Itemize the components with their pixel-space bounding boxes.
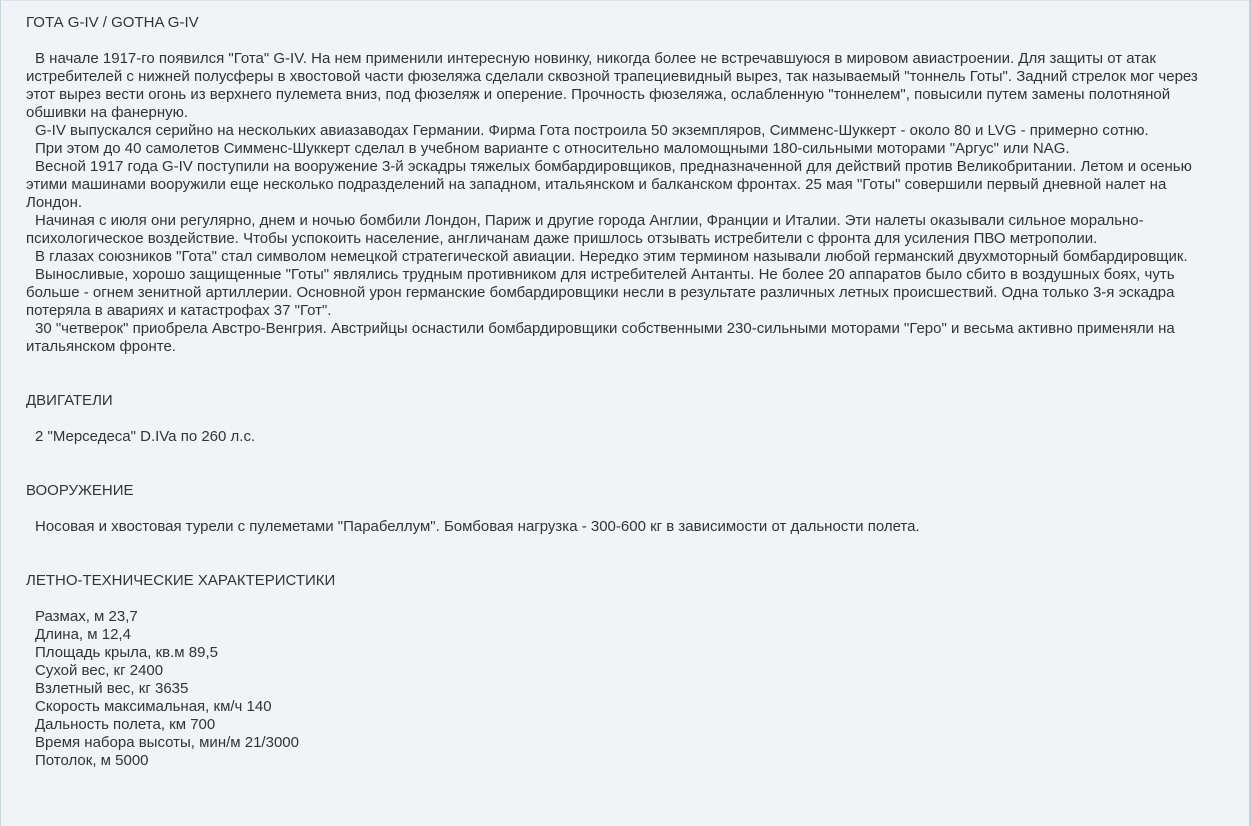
specs-heading: ЛЕТНО-ТЕХНИЧЕСКИЕ ХАРАКТЕРИСТИКИ bbox=[26, 572, 336, 589]
description-block bbox=[26, 50, 1222, 356]
armament-text: Носовая и хвостовая турели с пулеметами "Парабеллум". Бомбовая нагрузка - 300-600 кг в зависимости от дальности полета. bbox=[35, 518, 920, 535]
engines-heading: ДВИГАТЕЛИ bbox=[26, 392, 113, 409]
spec-item: Потолок, м 5000 bbox=[35, 752, 149, 769]
spec-item: Взлетный вес, кг 3635 bbox=[35, 680, 189, 697]
description-paragraph: G-IV выпускался серийно на нескольких авиазаводах Германии. Фирма Гота построила 50 экземпляров, Симменс-Шуккерт - около 80 и LVG - примерно сотню. bbox=[35, 122, 1149, 139]
specs-list bbox=[26, 608, 1222, 770]
spec-item: Длина, м 12,4 bbox=[35, 626, 131, 643]
spec-item: Сухой вес, кг 2400 bbox=[35, 662, 164, 679]
page-title: ГОТА G-IV / GOTHA G-IV bbox=[26, 14, 199, 31]
description-paragraph: Выносливые, хорошо защищенные "Готы" являлись трудным противником для истребителей Антанты. Не более 20 аппаратов было сбито в воздушных боях, чуть больше - огнем зенитной артиллерии. Основной урон германские бомбардировщики несли в результате различных летных происшествий. Одна только 3-я эскадра потеряла в авариях и катастрофах 37 "Гот". bbox=[26, 266, 1175, 319]
description-paragraph: Весной 1917 года G-IV поступили на вооружение 3-й эскадры тяжелых бомбардировщиков, предназначенной для действий против Великобритании. Летом и осенью этими машинами вооружили еще несколько подразделений на западном, итальянском и балканском фронтах. 25 мая "Готы" совершили первый дневной налет на Лондон. bbox=[26, 158, 1192, 211]
description-paragraph: При этом до 40 самолетов Симменс-Шуккерт сделал в учебном варианте с относительно маломощными 180-сильными моторами "Аргус" или NAG. bbox=[35, 140, 1070, 157]
spec-item: Время набора высоты, мин/м 21/3000 bbox=[35, 734, 299, 751]
description-paragraph: Начиная с июля они регулярно, днем и ночью бомбили Лондон, Париж и другие города Англии, Франции и Италии. Эти налеты оказывали сильное морально-психологическое воздействие. Чтобы успокоить население, англичанам даже пришлось отзывать истребители с фронта для усиления ПВО метрополии. bbox=[26, 212, 1144, 247]
spec-item: Площадь крыла, кв.м 89,5 bbox=[35, 644, 218, 661]
spec-item: Скорость максимальная, км/ч 140 bbox=[35, 698, 272, 715]
article-content bbox=[26, 14, 1222, 770]
spec-item: Дальность полета, км 700 bbox=[35, 716, 216, 733]
spec-item: Размах, м 23,7 bbox=[35, 608, 138, 625]
armament-heading: ВООРУЖЕНИЕ bbox=[26, 482, 134, 499]
description-paragraph: В глазах союзников "Гота" стал символом немецкой стратегической авиации. Нередко этим термином называли любой германский двухмоторный бомбардировщик. bbox=[35, 248, 1188, 265]
engines-text: 2 "Мерседеса" D.IVa по 260 л.с. bbox=[35, 428, 256, 445]
description-paragraph: В начале 1917-го появился "Гота" G-IV. На нем применили интересную новинку, никогда более не встречавшуюся в мировом авиастроении. Для защиты от атак истребителей с нижней полусферы в хвостовой части фюзеляжа сделали сквозной трапециевидный вырез, так называемый "тоннель Готы". Задний стрелок мог через этот вырез вести огонь из верхнего пулемета вниз, под фюзеляж и оперение. Прочность фюзеляжа, ослабленную "тоннелем", повысили путем замены полотняной обшивки на фанерную. bbox=[26, 50, 1198, 121]
description-paragraph: 30 "четверок" приобрела Австро-Венгрия. Австрийцы оснастили бомбардировщики собственными 230-сильными моторами "Геро" и весьма активно применяли на итальянском фронте. bbox=[26, 320, 1175, 355]
